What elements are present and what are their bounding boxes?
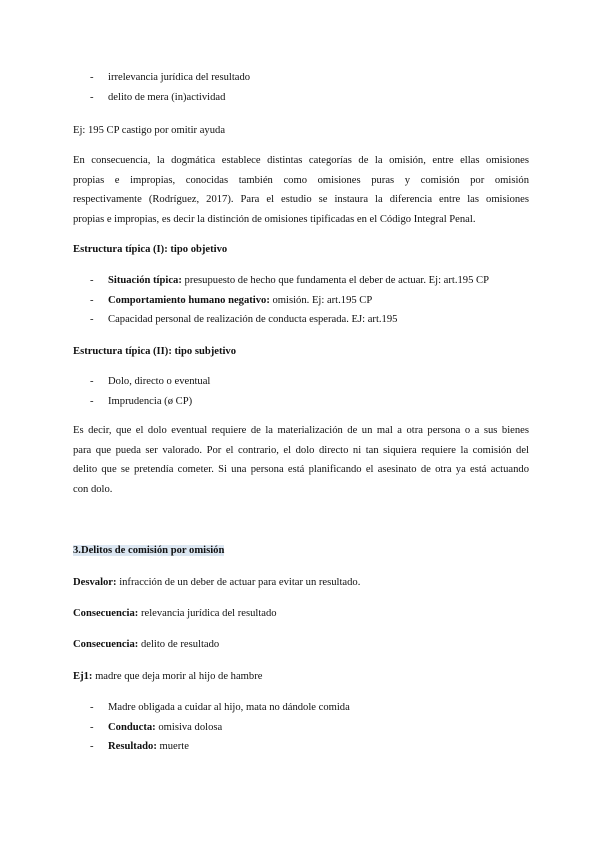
paragraph-line: propias e impropias, es decir la distinción de omisiones tipificadas en el Código Integral Penal.	[73, 213, 476, 225]
desvalor-line: Desvalor: infracción de un deber de actuar para evitar un resultado.	[73, 577, 361, 588]
section-heading: 3.Delitos de comisión por omisión	[73, 545, 225, 556]
omission-traits-list	[90, 68, 530, 107]
list-item: - Conducta: omisiva dolosa	[90, 718, 530, 738]
list-item: - Imprudencia (ø CP)	[90, 392, 530, 412]
list-item: - irrelevancia jurídica del resultado	[90, 68, 530, 88]
subjective-type-list	[90, 372, 530, 411]
dash-bullet: -	[90, 314, 94, 325]
paragraph-line: con dolo.	[73, 483, 113, 495]
dash-bullet: -	[90, 702, 94, 713]
paragraph-line: respectivamente (Rodríguez, 2017). Para el estudio se instaura la diferencia entre las omisiones	[73, 194, 529, 205]
consecuencia-line: Consecuencia: delito de resultado	[73, 639, 220, 650]
dash-bullet: -	[90, 395, 94, 407]
list-item: - Comportamiento humano negativo: omisión. Ej: art.195 CP	[90, 291, 530, 311]
list-item: - Situación típica: presupuesto de hecho que fundamenta el deber de actuar. Ej: art.195 CP	[90, 271, 530, 291]
example-ej1-line: Ej1: madre que deja morir al hijo de hambre	[73, 671, 263, 682]
dash-bullet: -	[90, 741, 94, 752]
consecuencia-line: Consecuencia: relevancia jurídica del resultado	[73, 608, 277, 619]
list-item: - Madre obligada a cuidar al hijo, mata no dándole comida	[90, 698, 530, 718]
list-item: - delito de mera (in)actividad	[90, 88, 530, 108]
list-item: - Resultado: muerte	[90, 737, 530, 757]
dash-bullet: -	[90, 294, 94, 306]
list-item: - Capacidad personal de realización de conducta esperada. EJ: art.195	[90, 310, 530, 330]
paragraph-line: propias e impropias, conocidas también como omisiones puras y comisión por omisión	[73, 174, 529, 186]
dash-bullet: -	[90, 721, 94, 733]
paragraph-line: para que pueda ser valorado. Por el contrario, el dolo directo ni tan siquiera requiere la comisión del	[73, 444, 529, 456]
consequence-paragraph	[73, 151, 529, 229]
dolo-paragraph	[73, 421, 529, 499]
paragraph-line: delito que se pretendía cometer. Si una persona está planificando el asesinato de otra ya está actuando	[73, 464, 529, 475]
dash-bullet: -	[90, 91, 94, 103]
paragraph-line: Es decir, que el dolo eventual requiere de la materialización de un mal a otra persona o a sus bienes	[73, 425, 529, 436]
paragraph-line: En consecuencia, la dogmática establece distintas categorías de la omisión, entre ellas omisiones	[73, 155, 529, 166]
example-details-list	[90, 698, 530, 757]
dash-bullet: -	[90, 275, 94, 286]
dash-bullet: -	[90, 376, 94, 387]
example-paragraph: Ej: 195 CP castigo por omitir ayuda	[73, 125, 226, 136]
list-item: - Dolo, directo o eventual	[90, 372, 530, 392]
dash-bullet: -	[90, 72, 94, 83]
heading-subjective-type: Estructura típica (II): tipo subjetivo	[73, 346, 237, 357]
heading-objective-type: Estructura típica (I): tipo objetivo	[73, 244, 228, 255]
objective-type-list	[90, 271, 530, 330]
